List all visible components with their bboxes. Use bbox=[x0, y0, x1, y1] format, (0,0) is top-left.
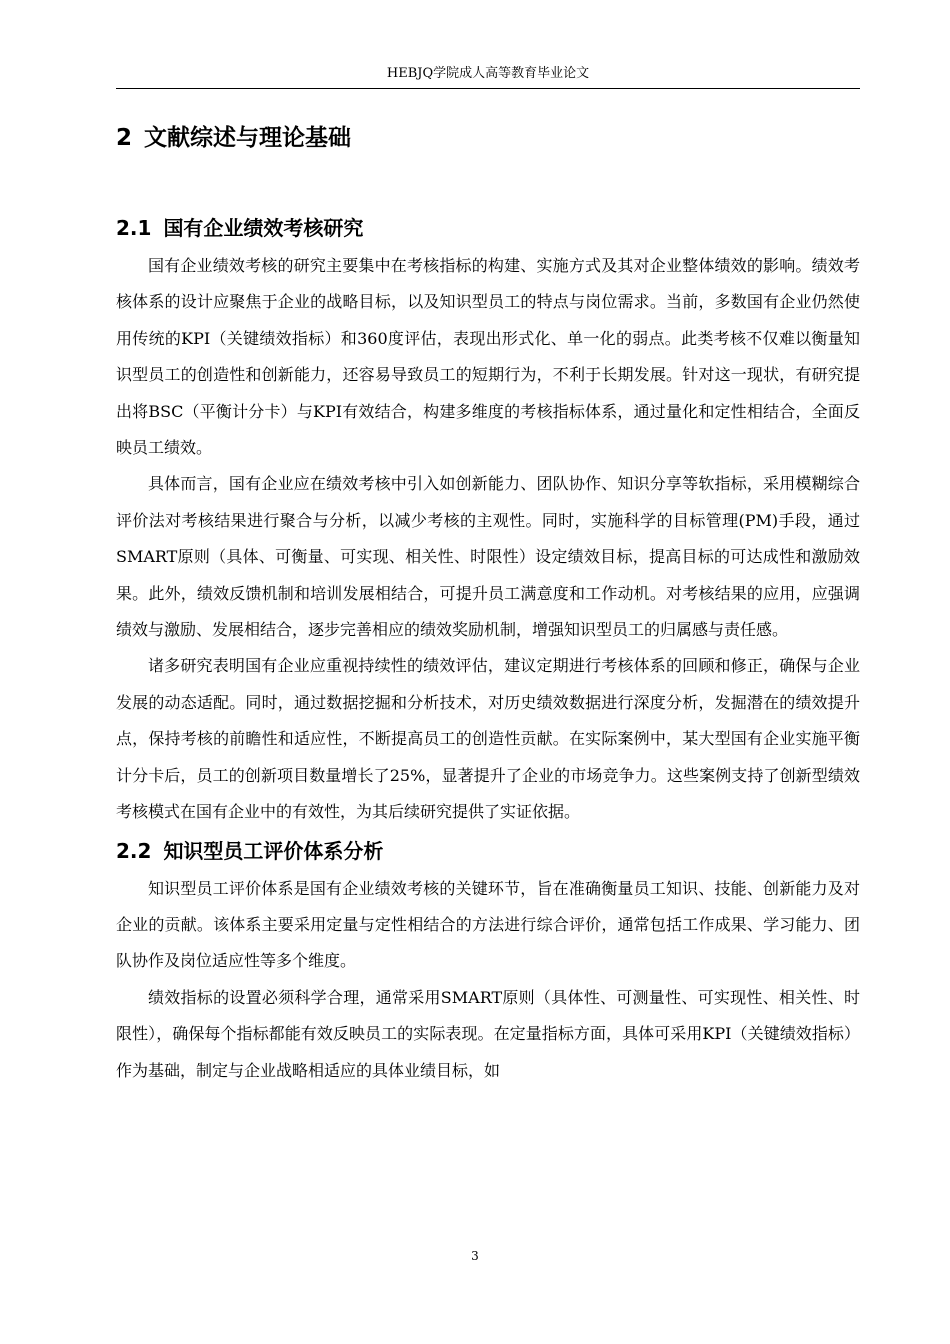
running-header bbox=[116, 64, 860, 89]
chapter-heading bbox=[116, 116, 860, 160]
paragraph: 绩效指标的设置必须科学合理，通常采用SMART原则（具体性、可测量性、可实现性、相关性、时限性），确保每个指标都能有效反映员工的实际表现。在定量指标方面，具体可采用KPI（关键绩效指标）作为基础，制定与企业战略相适应的具体业绩目标，如 bbox=[116, 987, 860, 1080]
section-number: 2.2 bbox=[116, 838, 152, 863]
section-title: 国有企业绩效考核研究 bbox=[163, 216, 364, 240]
section-title: 知识型员工评价体系分析 bbox=[163, 838, 384, 863]
section-heading-2-2 bbox=[116, 831, 860, 871]
paragraph: 国有企业绩效考核的研究主要集中在考核指标的构建、实施方式及其对企业整体绩效的影响。绩效考核体系的设计应聚焦于企业的战略目标，以及知识型员工的特点与岗位需求。当前，多数国有企业仍然使用传统的KPI（关键绩效指标）和360度评估，表现出形式化、单一化的弱点。此类考核不仅难以衡量知识型员工的创造性和创新能力，还容易导致员工的短期行为，不利于长期发展。针对这一现状，有研究提出将BSC（平衡计分卡）与KPI有效结合，构建多维度的考核指标体系，通过量化和定性相结合，全面反映员工绩效。 bbox=[116, 256, 860, 458]
section-number: 2.1 bbox=[116, 216, 152, 240]
chapter-title: 文献综述与理论基础 bbox=[144, 125, 352, 151]
paragraph: 诸多研究表明国有企业应重视持续性的绩效评估，建议定期进行考核体系的回顾和修正，确保与企业发展的动态适配。同时，通过数据挖掘和分析技术，对历史绩效数据进行深度分析，发掘潜在的绩效提升点，保持考核的前瞻性和适应性，不断提高员工的创造性贡献。在实际案例中，某大型国有企业实施平衡计分卡后，员工的创新项目数量增长了25%，显著提升了企业的市场竞争力。这些案例支持了创新型绩效考核模式在国有企业中的有效性，为其后续研究提供了实证依据。 bbox=[116, 656, 860, 822]
paragraph: 知识型员工评价体系是国有企业绩效考核的关键环节，旨在准确衡量员工知识、技能、创新能力及对企业的贡献。该体系主要采用定量与定性相结合的方法进行综合评价，通常包括工作成果、学习能力、团队协作及岗位适应性等多个维度。 bbox=[116, 878, 860, 971]
page-body bbox=[116, 116, 860, 1089]
header-title: HEBJQ学院成人高等教育毕业论文 bbox=[386, 66, 590, 81]
chapter-number: 2 bbox=[116, 125, 133, 151]
page-number: 3 bbox=[471, 1249, 479, 1263]
paragraph: 具体而言，国有企业应在绩效考核中引入如创新能力、团队协作、知识分享等软指标，采用模糊综合评价法对考核结果进行聚合与分析，以减少考核的主观性。同时，实施科学的目标管理(PM)手段，通过SMART原则（具体、可衡量、可实现、相关性、时限性）设定绩效目标，提高目标的可达成性和激励效果。此外，绩效反馈机制和培训发展相结合，可提升员工满意度和工作动机。对考核结果的应用，应强调绩效与激励、发展相结合，逐步完善相应的绩效奖励机制，增强知识型员工的归属感与责任感。 bbox=[116, 474, 860, 640]
section-heading-2-1 bbox=[116, 208, 860, 248]
